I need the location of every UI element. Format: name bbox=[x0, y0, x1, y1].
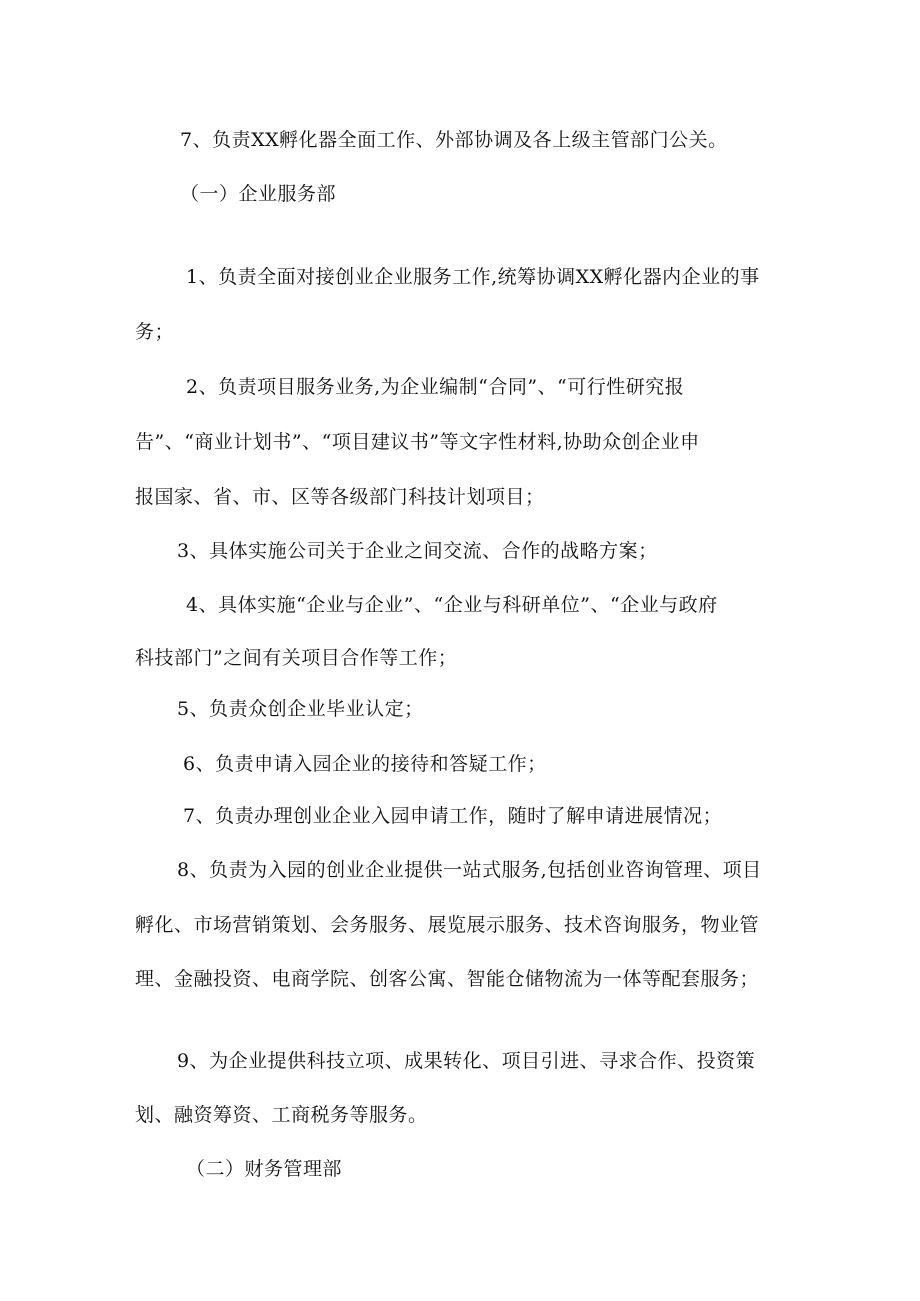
paragraph-item-9-line-2: 划、融资筹资、工商税务等服务。 bbox=[135, 1104, 428, 1126]
paragraph-item-2-line-1: 2、负责项目服务业务,为企业编制“合同”、“可行性研究报 bbox=[186, 376, 685, 398]
section-heading-finance-management: （二）财务管理部 bbox=[186, 1158, 343, 1180]
paragraph-item-8-line-3: 理、金融投资、电商学院、创客公寓、智能仓储物流为一体等配套服务； bbox=[135, 968, 760, 990]
paragraph-duty-7: 7、负责XX孵化器全面工作、外部协调及各上级主管部门公关。 bbox=[180, 129, 728, 151]
paragraph-item-7: 7、负责办理创业企业入园申请工作，随时了解申请进展情况； bbox=[183, 805, 723, 827]
paragraph-item-4-line-2: 科技部门”之间有关项目合作等工作； bbox=[135, 647, 458, 669]
paragraph-item-5: 5、负责众创企业毕业认定； bbox=[177, 698, 424, 720]
paragraph-item-8-line-2: 孵化、市场营销策划、会务服务、展览展示服务、技术咨询服务，物业管 bbox=[135, 914, 760, 936]
paragraph-item-1-line-1: 1、负责全面对接创业企业服务工作,统筹协调XX孵化器内企业的事 bbox=[186, 266, 760, 288]
paragraph-item-3: 3、具体实施公司关于企业之间交流、合作的战略方案； bbox=[177, 540, 658, 562]
paragraph-item-4-line-1: 4、具体实施“企业与企业”、“企业与科研单位”、“企业与政府 bbox=[186, 594, 718, 616]
paragraph-item-2-line-2: 告”、“商业计划书”、“项目建议书”等文字性材料,协助众创企业申 bbox=[135, 431, 700, 453]
section-heading-enterprise-service: （一）企业服务部 bbox=[180, 183, 337, 205]
paragraph-item-2-line-3: 报国家、省、市、区等各级部门科技计划项目； bbox=[135, 486, 545, 508]
paragraph-item-1-line-2: 务； bbox=[135, 321, 175, 343]
paragraph-item-6: 6、负责申请入园企业的接待和答疑工作； bbox=[183, 753, 547, 775]
paragraph-item-9-line-1: 9、为企业提供科技立项、成果转化、项目引进、寻求合作、投资策 bbox=[177, 1050, 756, 1072]
paragraph-item-8-line-1: 8、负责为入园的创业企业提供一站式服务,包括创业咨询管理、项目 bbox=[177, 859, 762, 881]
